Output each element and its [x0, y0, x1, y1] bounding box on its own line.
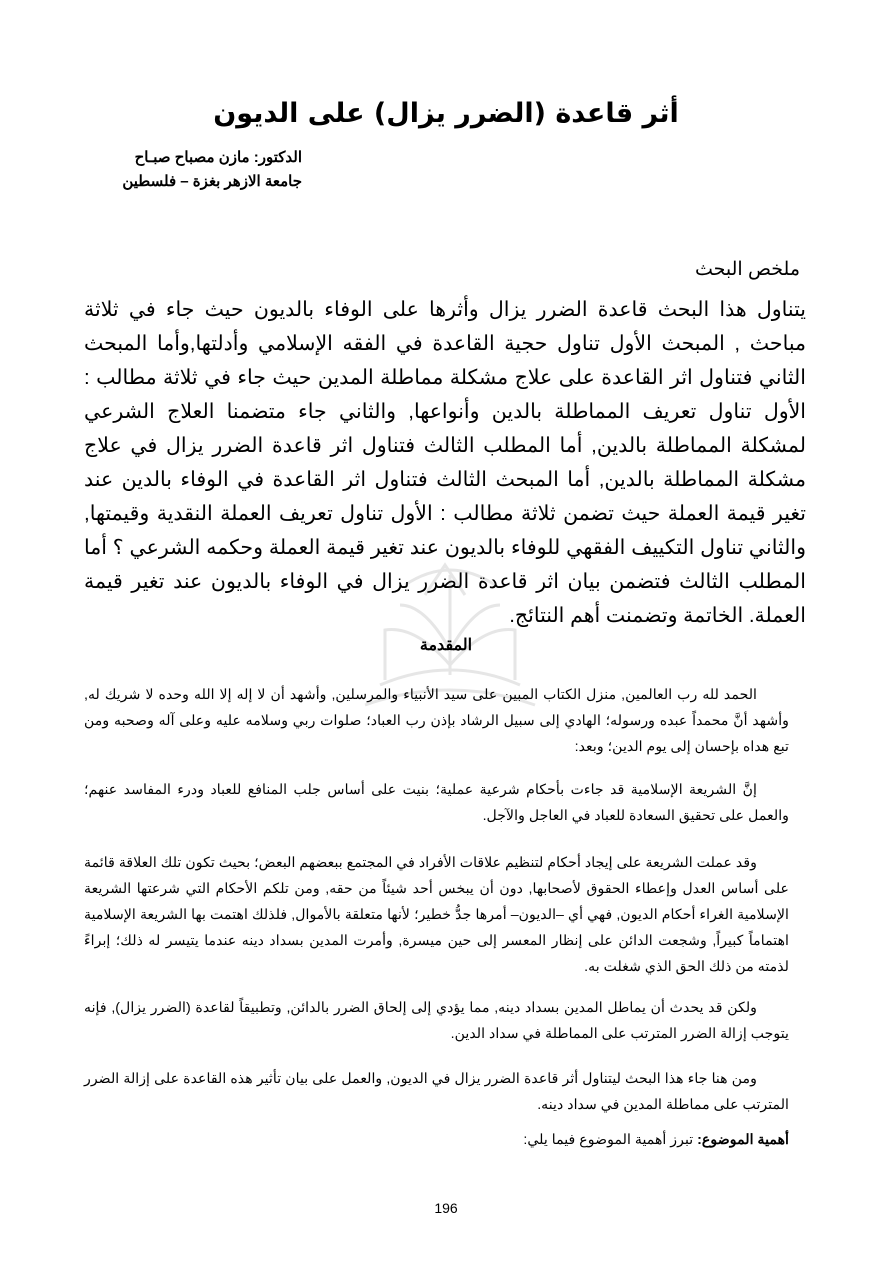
author-affiliation: جامعة الازهر بغزة – فلسطين — [122, 173, 302, 190]
paper-title: أثر قاعدة (الضرر يزال) على الديون — [213, 98, 679, 129]
importance-label: أهمية الموضوع: — [697, 1132, 789, 1148]
intro-paragraph: وقد عملت الشريعة على إيجاد أحكام لتنظيم علاقات الأفراد في المجتمع ببعضهم البعض؛ بحيث تكون تلك العلاقة قائمة على أساس العدل وإعطاء الحقوق لأصحابها, دون أن يبخس أحد شيئاً من حقه, ومن تلكم الأحكام التي شرعتها الشريعة الإسلامية الغراء أحكام الديون, فهي أي –الديون– أمرها جدُّ خطير؛ لأنها متعلقة بالأموال, فلذلك اهتمت بها الشريعة الإسلامية اهتماماً كبيراً, وشجعت الدائن على إنظار المعسر إلى حين ميسرة, وأمرت المدين بسداد دينه عندما يتيسر له ذلك؛ إبراءً لذمته من ذلك الحق الذي شغلت به. — [84, 855, 789, 975]
abstract-text: يتناول هذا البحث قاعدة الضرر يزال وأثرها على الوفاء بالديون حيث جاء في ثلاثة مباحث , المبحث الأول تناول حجية القاعدة في الفقه الإسلامي وأدلتها,وأما المبحث الثاني فتناول اثر القاعدة على علاج مشكلة مماطلة المدين حيث جاء في ثلاثة مطالب : الأول تناول تعريف المماطلة بالدين وأنواعها, والثاني جاء متضمنا العلاج الشرعي لمشكلة المماطلة بالدين, أما المطلب الثالث فتناول اثر قاعدة الضرر يزال في علاج مشكلة المماطلة بالدين, أما المبحث الثالث فتناول اثر القاعدة في الوفاء بالدين عند تغير قيمة العملة حيث تضمن ثلاثة مطالب : الأول تناول تعريف العملة النقدية وقيمتها, والثاني تناول التكييف الفقهي للوفاء بالديون عند تغير قيمة العملة وحكمه الشرعي ؟ أما المطلب الثالث فتضمن بيان اثر قاعدة الضرر يزال في الوفاء بالديون عند تغير قيمة العملة. الخاتمة وتضمنت أهم النتائج. — [84, 298, 806, 627]
intro-paragraph: ولكن قد يحدث أن يماطل المدين بسداد دينه, مما يؤدي إلى إلحاق الضرر بالدائن, وتطبيقاً لقاعدة (الضرر يزال), فإنه يتوجب إزالة الضرر المترتب على المماطلة في سداد الدين. — [84, 1000, 789, 1042]
author-block — [122, 146, 302, 194]
intro-paragraph: إنَّ الشريعة الإسلامية قد جاءت بأحكام شرعية عملية؛ بنيت على أساس جلب المنافع للعباد ودرء المفاسد عنهم؛ والعمل على تحقيق السعادة للعباد في العاجل والآجل. — [84, 782, 789, 824]
abstract-heading: ملخص البحث — [694, 259, 800, 280]
importance-text: تبرز أهمية الموضوع فيما يلي: — [523, 1132, 698, 1148]
introduction-heading: المقدمة — [419, 637, 473, 654]
intro-paragraph: الحمد لله رب العالمين, منزل الكتاب المبين على سيد الأنبياء والمرسلين, وأشهد أن لا إله إلا الله وحده لا شريك له, وأشهد أنَّ محمداً عبده ورسوله؛ الهادي إلى سبيل الرشاد بإذن رب العباد؛ صلوات ربي وسلامه عليه وعلى آله وصحبه ومن تبع هداه بإحسان إلى يوم الدين؛ وبعد: — [84, 687, 789, 755]
intro-paragraph: ومن هنا جاء هذا البحث ليتناول أثر قاعدة الضرر يزال في الديون, والعمل على بيان تأثير هذه القاعدة على إزالة الضرر المترتب على مماطلة المدين في سداد دينه. — [84, 1071, 789, 1113]
importance-paragraph — [84, 1127, 789, 1153]
page-number: 196 — [434, 1200, 458, 1216]
author-name: الدكتور: مازن مصباح صبـاح — [134, 149, 302, 166]
